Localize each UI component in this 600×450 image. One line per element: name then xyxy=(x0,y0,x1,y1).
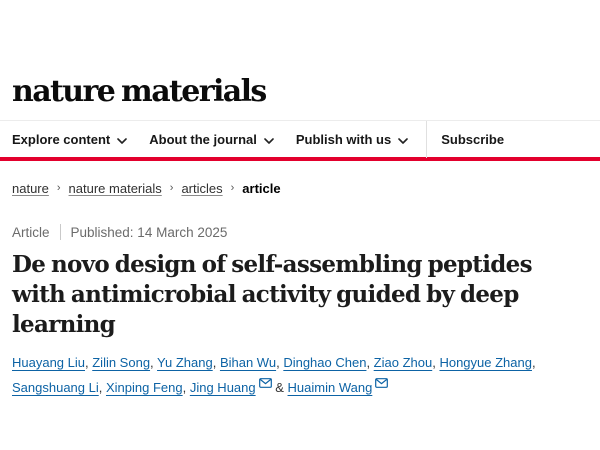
email-icon[interactable] xyxy=(375,371,388,396)
author-link[interactable]: Yu Zhang xyxy=(157,355,213,370)
accent-rule xyxy=(0,157,600,161)
author-separator: , xyxy=(182,380,190,395)
published-date: Published: 14 March 2025 xyxy=(70,224,228,240)
author-link[interactable]: Jing Huang xyxy=(189,380,256,395)
chevron-down-icon xyxy=(264,132,274,147)
nav-explore-content[interactable] xyxy=(12,132,127,147)
author-link[interactable]: Sangshuang Li xyxy=(12,380,99,395)
article-meta xyxy=(12,224,588,240)
author-separator: & xyxy=(271,380,288,395)
author-list xyxy=(12,350,588,400)
breadcrumb xyxy=(12,181,588,196)
breadcrumb-separator-icon: › xyxy=(169,181,174,194)
author-separator: , xyxy=(531,355,536,370)
author-separator: , xyxy=(98,380,106,395)
journal-logo[interactable]: nature materials xyxy=(12,74,266,109)
breadcrumb-current: article xyxy=(242,181,281,196)
nav-label: Publish with us xyxy=(295,131,392,147)
chevron-down-icon xyxy=(117,132,127,147)
author-separator: , xyxy=(432,355,440,370)
chevron-down-icon xyxy=(398,132,408,147)
breadcrumb-separator-icon: › xyxy=(56,181,61,194)
article-type-label: Article xyxy=(12,224,50,240)
article-title: De novo design of self-assembling peptides with antimicrobial activity guided by deep learning xyxy=(12,251,532,338)
nav-publish-with-us[interactable] xyxy=(296,132,408,147)
nav-label: Subscribe xyxy=(441,131,505,147)
author-separator: , xyxy=(366,355,374,370)
breadcrumb-link-nature-materials[interactable]: nature materials xyxy=(68,181,162,196)
breadcrumb-separator-icon: › xyxy=(230,181,235,194)
nav-label: About the journal xyxy=(149,131,257,147)
author-link[interactable]: Hongyue Zhang xyxy=(439,355,532,370)
nav-about-the-journal[interactable] xyxy=(149,132,274,147)
author-link[interactable]: Xinping Feng xyxy=(105,380,183,395)
author-link[interactable]: Huayang Liu xyxy=(12,355,85,370)
nav-divider xyxy=(426,121,427,158)
author-link[interactable]: Ziao Zhou xyxy=(373,355,433,370)
author-link[interactable]: Dinghao Chen xyxy=(283,355,367,370)
author-link[interactable]: Bihan Wu xyxy=(219,355,277,370)
breadcrumb-link-nature[interactable]: nature xyxy=(12,181,49,196)
author-link[interactable]: Huaimin Wang xyxy=(287,380,373,395)
email-icon[interactable] xyxy=(259,371,272,396)
author-separator: , xyxy=(150,355,158,370)
nav-label: Explore content xyxy=(12,131,111,147)
nav-subscribe[interactable] xyxy=(441,132,504,147)
journal-navbar xyxy=(0,120,600,157)
meta-divider xyxy=(60,224,61,240)
author-link[interactable]: Zilin Song xyxy=(92,355,151,370)
author-separator: , xyxy=(276,355,284,370)
author-separator: , xyxy=(212,355,220,370)
breadcrumb-link-articles[interactable]: articles xyxy=(181,181,223,196)
author-separator: , xyxy=(85,355,93,370)
